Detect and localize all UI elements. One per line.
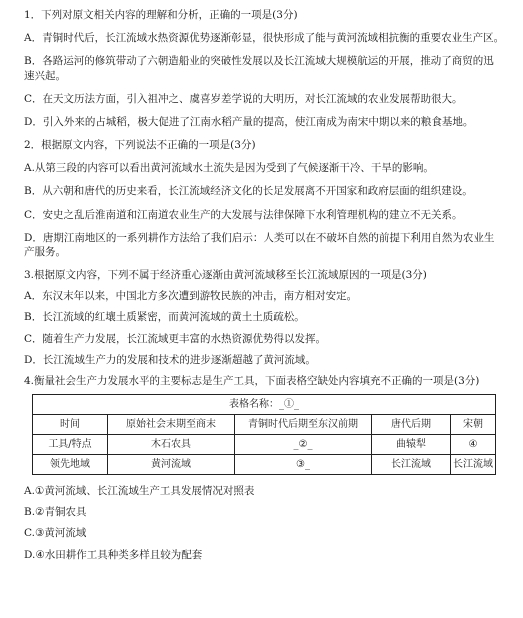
- question-3-option-c: C．随着生产力发展，长江流域更丰富的水热资源优势得以发挥。: [24, 332, 327, 345]
- table-cell: 曲辕犁: [372, 435, 451, 455]
- question-3-stem: 3.根据原文内容，下列不属于经济重心逐渐由黄河流域移至长江流域原因的一项是(3分): [24, 269, 427, 282]
- question-3-option-b: B．长江流域的红壤土质紧密，而黄河流域的黄土土质疏松。: [24, 311, 305, 324]
- table-header-cell: 时间: [33, 415, 108, 435]
- table-header-row: [33, 415, 496, 435]
- table-cell: 长江流域: [451, 455, 496, 475]
- question-1-option-d: D．引入外来的占城稻，极大促进了江南水稻产量的提高，使江南成为南宋中期以来的粮食基地。: [24, 115, 474, 128]
- table-cell: _②_: [235, 435, 372, 455]
- table-cell: 黄河流域: [108, 455, 235, 475]
- question-4-option-c: C.③黄河流域: [24, 527, 87, 540]
- question-1-stem: 1．下列对原文相关内容的理解和分析，正确的一项是(3分): [24, 9, 298, 21]
- tools-table: [32, 394, 496, 475]
- question-1-option-c: C．在天文历法方面，引入祖冲之、虞喜岁差学说的大明历，对长江流域的农业发展帮助很大。: [24, 92, 463, 105]
- table-row: [33, 455, 496, 475]
- question-2-option-d: D．唐期江南地区的一系列耕作方法给了我们启示：人类可以在不破坏自然的前提下利用自然为农业生产服务。: [24, 231, 495, 258]
- table-cell: 长江流域: [372, 455, 451, 475]
- question-1-option-b: B．各路运河的修筑带动了六朝造船业的突破性发展以及长江流域大规模航运的开展，推动了商贸的迅速兴起。: [24, 55, 494, 82]
- question-3-option-d: D．长江流域生产力的发展和技术的进步逐渐超越了黄河流域。: [24, 353, 316, 366]
- table-row: [33, 435, 496, 455]
- table-cell: ③_: [235, 455, 372, 475]
- table-header-cell: 青铜时代后期至东汉前期: [235, 415, 372, 435]
- table-header-cell: 宋朝: [451, 415, 496, 435]
- table-cell: ④: [451, 435, 496, 455]
- table-header-cell: 原始社会末期至商末: [108, 415, 235, 435]
- question-4-option-d: D.④水田耕作工具种类多样且较为配套: [24, 548, 203, 561]
- question-2-option-b: B．从六朝和唐代的历史来看，长江流域经济文化的长足发展离不开国家和政府层面的组织建设。: [24, 185, 473, 198]
- table-caption-row: [33, 395, 496, 415]
- table-caption: 表格名称：_①_: [33, 395, 496, 415]
- question-2-stem: 2．根据原文内容，下列说法不正确的一项是(3分): [24, 139, 256, 152]
- table-cell: 领先地域: [33, 455, 108, 475]
- question-4-option-a: A.①黄河流域、长江流域生产工具发展情况对照表: [24, 485, 255, 498]
- table-header-cell: 唐代后期: [372, 415, 451, 435]
- question-4-option-b: B.②青铜农具: [24, 506, 87, 519]
- table-cell: 木石农具: [108, 435, 235, 455]
- question-3-option-a: A．东汉末年以来，中国北方多次遭到游牧民族的冲击，南方相对安定。: [24, 290, 358, 303]
- table-cell: 工具/特点: [33, 435, 108, 455]
- question-4-stem: 4.衡量社会生产力发展水平的主要标志是生产工具，下面表格空缺处内容填充不正确的一项是(3分): [24, 374, 480, 387]
- question-1-option-a: A．青铜时代后，长江流域水热资源优势逐渐彰显，很快形成了能与黄河流域相抗衡的重要农业生产区。: [24, 32, 505, 45]
- question-2-option-c: C．安史之乱后淮南道和江南道农业生产的大发展与法律保障下水利管理机构的建立不无关系。: [24, 208, 463, 221]
- question-2-option-a: A.从第三段的内容可以看出黄河流域水土流失是因为受到了气候逐渐干冷、干旱的影响。: [24, 162, 434, 175]
